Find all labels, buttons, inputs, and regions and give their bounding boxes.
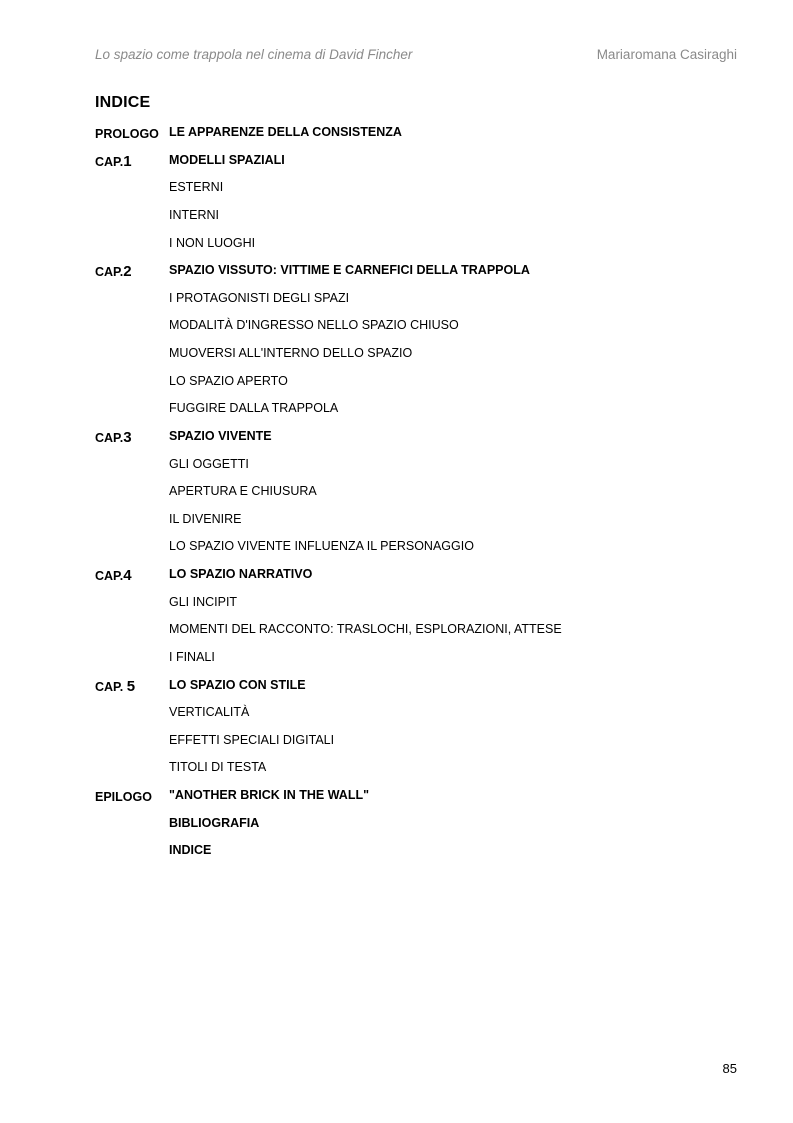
- toc-entry-label-text: CAP.: [95, 430, 124, 445]
- toc-entry-title: EFFETTI SPECIALI DIGITALI: [169, 732, 335, 747]
- toc-entry-label: [95, 263, 132, 280]
- toc-entry-title: INTERNI: [169, 207, 219, 222]
- toc-entry: [95, 536, 715, 564]
- toc-entry-label: [95, 678, 135, 695]
- toc-entry-title: MOMENTI DEL RACCONTO: TRASLOCHI, ESPLORAZIONI, ATTESE: [169, 622, 562, 637]
- toc-entry-label: [95, 567, 132, 584]
- toc-entry: [95, 150, 715, 178]
- toc-entry: [95, 647, 715, 675]
- toc-entry-label-text: CAP.: [95, 154, 124, 169]
- toc-entry: [95, 785, 715, 813]
- toc-entry-chapter-number: 5: [126, 677, 136, 695]
- running-header: [95, 47, 737, 62]
- toc-entry-title: LO SPAZIO APERTO: [169, 373, 288, 388]
- toc-entry-title: "ANOTHER BRICK IN THE WALL": [169, 788, 370, 802]
- toc-entry: [95, 205, 715, 233]
- toc-entry-title: VERTICALITÀ: [169, 705, 250, 720]
- toc-entry: [95, 619, 715, 647]
- toc-entry-title: IL DIVENIRE: [169, 511, 242, 526]
- toc-entry: [95, 564, 715, 592]
- toc-entry-chapter-number: 2: [123, 263, 132, 281]
- toc-entry-title: I NON LUOGHI: [169, 235, 256, 250]
- toc-entry-label-text: EPILOGO: [95, 790, 152, 804]
- toc-entry: [95, 454, 715, 482]
- header-book-title: Lo spazio come trappola nel cinema di David Fincher: [95, 47, 413, 62]
- toc-entry-label: [95, 429, 132, 446]
- toc-entry-title: BIBLIOGRAFIA: [169, 815, 260, 830]
- toc-entry: [95, 840, 715, 868]
- toc-entry-label-text: CAP.: [95, 569, 124, 583]
- toc-entry: [95, 315, 715, 343]
- toc-entry-title: INDICE: [169, 843, 212, 858]
- toc-entry: [95, 288, 715, 316]
- toc-entry-title: GLI INCIPIT: [169, 594, 238, 609]
- toc-entry-chapter-number: 3: [123, 428, 132, 446]
- toc-entry-title: SPAZIO VIVENTE: [169, 428, 272, 443]
- page-number: 85: [722, 1061, 737, 1076]
- toc-entry: [95, 260, 715, 288]
- toc-entry: [95, 177, 715, 205]
- toc-entry: [95, 343, 715, 371]
- toc-entry-title: TITOLI DI TESTA: [169, 760, 267, 775]
- toc-entry-title: MUOVERSI ALL'INTERNO DELLO SPAZIO: [169, 346, 413, 360]
- toc-entry-title: I PROTAGONISTI DEGLI SPAZI: [169, 290, 350, 305]
- toc-entry-title: FUGGIRE DALLA TRAPPOLA: [169, 401, 339, 416]
- toc-entry-title: LO SPAZIO NARRATIVO: [169, 567, 313, 581]
- toc-entry: [95, 509, 715, 537]
- toc-entry-title: GLI OGGETTI: [169, 456, 249, 471]
- toc-entry: [95, 730, 715, 758]
- table-of-contents: [95, 122, 715, 868]
- toc-entry: [95, 675, 715, 703]
- toc-entry-title: LO SPAZIO CON STILE: [169, 677, 306, 692]
- toc-entry: [95, 592, 715, 620]
- index-title: INDICE: [95, 94, 151, 111]
- toc-entry: [95, 233, 715, 261]
- toc-entry: [95, 813, 715, 841]
- toc-entry-label-text: PROLOGO: [95, 127, 159, 141]
- toc-entry: [95, 757, 715, 785]
- toc-entry-title: MODALITÀ D'INGRESSO NELLO SPAZIO CHIUSO: [169, 318, 459, 333]
- toc-entry: [95, 122, 715, 150]
- toc-entry-chapter-number: 4: [123, 567, 132, 584]
- toc-entry: [95, 426, 715, 454]
- header-author: Mariaromana Casiraghi: [596, 47, 737, 62]
- toc-entry-title: APERTURA E CHIUSURA: [169, 484, 317, 499]
- toc-entry-title: LE APPARENZE DELLA CONSISTENZA: [169, 125, 402, 139]
- toc-entry-chapter-number: 1: [123, 152, 132, 170]
- toc-entry-label-text: CAP.: [95, 679, 127, 694]
- toc-entry-label: [95, 125, 159, 142]
- toc-entry-title: MODELLI SPAZIALI: [169, 152, 285, 167]
- toc-entry-title: SPAZIO VISSUTO: VITTIME E CARNEFICI DELLA TRAPPOLA: [169, 263, 530, 278]
- toc-entry-label-text: CAP.: [95, 265, 124, 280]
- toc-entry: [95, 371, 715, 399]
- toc-entry: [95, 481, 715, 509]
- toc-entry-label: [95, 788, 152, 805]
- toc-entry-title: LO SPAZIO VIVENTE INFLUENZA IL PERSONAGGIO: [169, 539, 474, 554]
- toc-entry-title: ESTERNI: [169, 180, 224, 195]
- toc-entry-label: [95, 153, 132, 170]
- toc-entry: [95, 398, 715, 426]
- toc-entry-title: I FINALI: [169, 649, 215, 664]
- toc-entry: [95, 702, 715, 730]
